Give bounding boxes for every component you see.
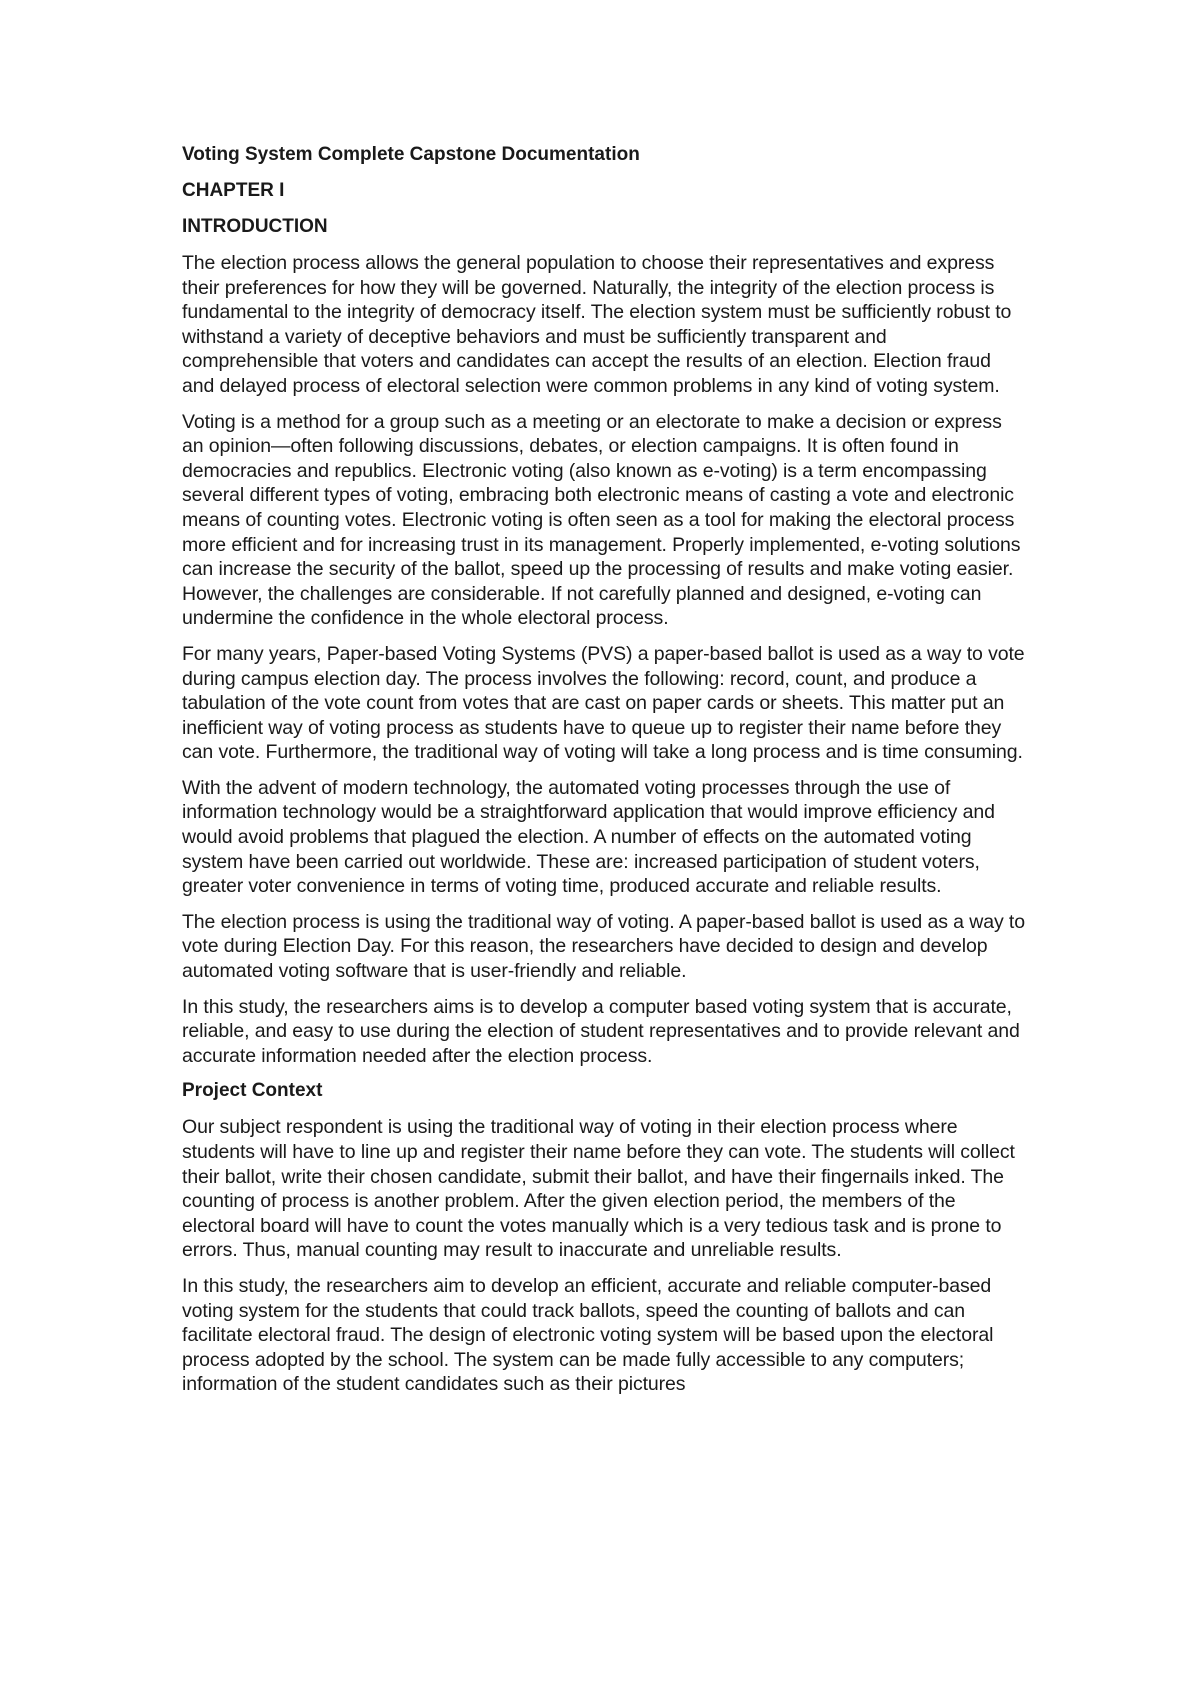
intro-paragraph: For many years, Paper-based Voting Systems (PVS) a paper-based ballot is used as a way to vote during campus election day. The process involves the following: record, count, and produce a tabulation of the vote count from votes that are cast on paper cards or sheets. This matter put an inefficient way of voting process as students have to queue up to register their name before they can vote. Furthermore, the traditional way of voting will take a long process and is time consuming. <box>182 642 1025 764</box>
project-context-heading: Project Context <box>182 1080 323 1102</box>
intro-paragraph: The election process is using the traditional way of voting. A paper-based ballot is used as a way to vote during Election Day. For this reason, the researchers have decided to design and develop automated voting software that is user-friendly and reliable. <box>182 910 1025 983</box>
introduction-heading: INTRODUCTION <box>182 216 328 237</box>
intro-paragraph: In this study, the researchers aims is to develop a computer based voting system that is accurate, reliable, and easy to use during the election of student representatives and to provide relevant and accurate information needed after the election process. <box>182 995 1020 1067</box>
intro-paragraph: Voting is a method for a group such as a meeting or an electorate to make a decision or express an opinion—often following discussions, debates, or election campaigns. It is often found in democracies and republics. Electronic voting (also known as e-voting) is a term encompassing several different types of voting, embracing both electronic means of casting a vote and electronic means of counting votes. Electronic voting is often seen as a tool for making the electoral process more efficient and for increasing trust in its management. Properly implemented, e-voting solutions can increase the security of the ballot, speed up the processing of results and make voting easier. However, the challenges are considerable. If not carefully planned and designed, e-voting can undermine the confidence in the whole electoral process. <box>182 410 1021 630</box>
intro-paragraph: The election process allows the general population to choose their representatives and express their preferences for how they will be governed. Naturally, the integrity of the election process is fundamental to the integrity of democracy itself. The election system must be sufficiently robust to withstand a variety of deceptive behaviors and must be sufficiently transparent and comprehensible that voters and candidates can accept the results of an election. Election fraud and delayed process of electoral selection were common problems in any kind of voting system. <box>182 252 1012 397</box>
chapter-heading: CHAPTER I <box>182 180 285 201</box>
document-title: Voting System Complete Capstone Documentation <box>182 144 640 165</box>
context-paragraph: In this study, the researchers aim to develop an efficient, accurate and reliable computer-based voting system for the students that could track ballots, speed the counting of ballots and can facilitate electoral fraud. The design of electronic voting system will be based upon the electoral process adopted by the school. The system can be made fully accessible to any computers; information of the student candidates such as their pictures <box>182 1274 994 1396</box>
intro-paragraph: With the advent of modern technology, the automated voting processes through the use of information technology would be a straightforward application that would improve efficiency and would avoid problems that plagued the election. A number of effects on the automated voting system have been carried out worldwide. These are: increased participation of student voters, greater voter convenience in terms of voting time, produced accurate and reliable results. <box>182 776 995 898</box>
context-paragraph: Our subject respondent is using the traditional way of voting in their election process where students will have to line up and register their name before they can vote. The students will collect their ballot, write their chosen candidate, submit their ballot, and have their fingernails inked. The counting of process is another problem. After the given election period, the members of the electoral board will have to count the votes manually which is a very tedious task and is prone to errors. Thus, manual counting may result to inaccurate and unreliable results. <box>182 1116 1015 1262</box>
document-page <box>182 143 1027 1408</box>
